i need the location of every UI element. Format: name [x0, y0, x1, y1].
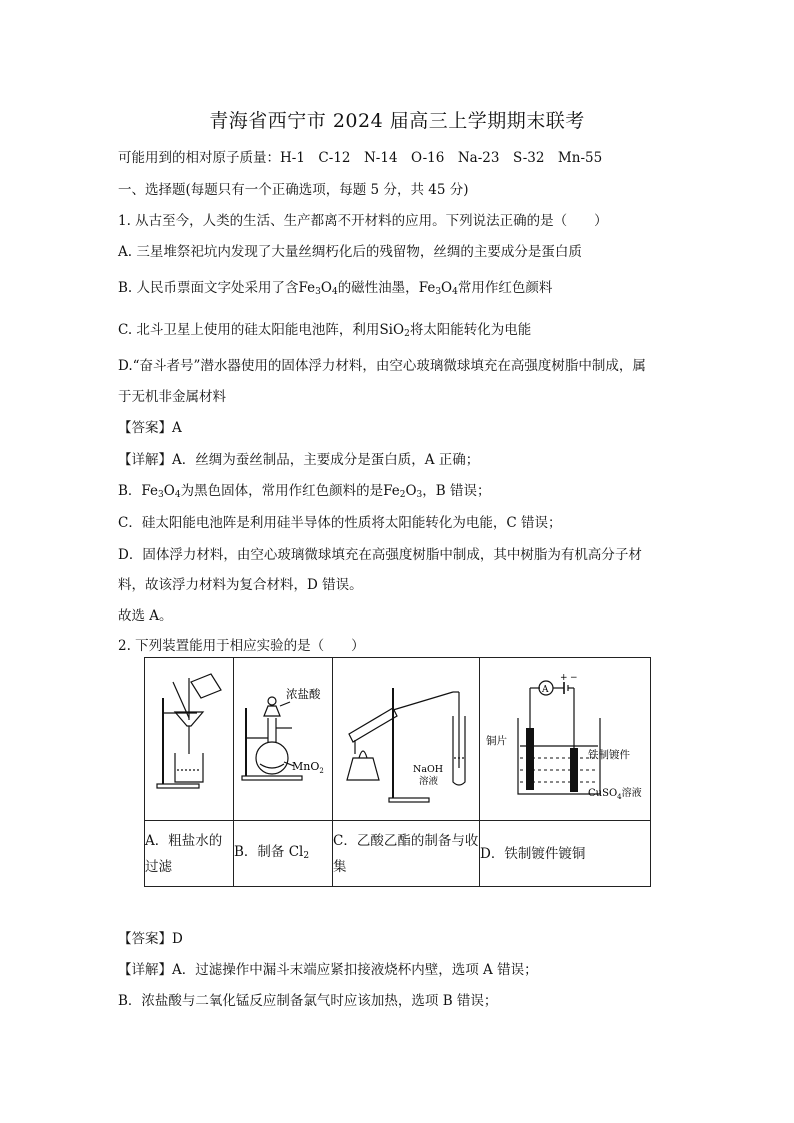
q2-explanation-b: B．浓盐酸与二氧化锰反应制备氯气时应该加热，选项 B 错误； [118, 993, 498, 1009]
q1-explanation-d-line2: 料，故该浮力材料为复合材料，D 错误。 [118, 577, 363, 593]
formula-sio2: SiO$_2$ [379, 322, 410, 339]
svg-text:−: − [570, 673, 578, 683]
svg-text:+: + [560, 673, 568, 683]
chlorine-generator-diagram [234, 658, 332, 816]
q1-option-b: B. 人民币票面文字处采用了含$Fe_3O_4$的磁性油墨，$Fe_3O_4$常用作红色颜料 [118, 280, 553, 297]
caption-b: B．制备 $Cl_2$ [234, 821, 333, 887]
label-iron-plating: 铁制镀件 [588, 749, 630, 761]
iron-workpiece [570, 748, 578, 792]
q1-option-d-line1: D.“奋斗者号”潜水器使用的固体浮力材料，由空心玻璃微球填充在高强度树脂中制成，属 [118, 358, 646, 374]
apparatus-figure-table [144, 657, 651, 887]
label-copper-sheet: 铜片 [486, 735, 507, 747]
q1-option-a: A. 三星堆祭祀坑内发现了大量丝绸朽化后的残留物，丝绸的主要成分是蛋白质 [118, 244, 582, 260]
ester-synthesis-diagram [333, 658, 479, 816]
label-conc-hcl: 浓盐酸 [286, 687, 321, 701]
q1-explanation-d-line1: D．固体浮力材料，由空心玻璃微球填充在高强度树脂中制成，其中树脂为有机高分子材 [118, 547, 642, 563]
label-naoh: NaOH [413, 764, 444, 775]
formula-fe2o3: $Fe_2O_3$ [383, 483, 423, 500]
q1-stem: 1. 从古至今，人类的生活、生产都离不开材料的应用。下列说法正确的是（ ） [118, 213, 608, 229]
figure-d-cell [480, 658, 651, 821]
label-naoh-solution: 溶液 [419, 776, 439, 787]
q1-answer: 【答案】A [118, 420, 182, 436]
label-mno2: MnO$_2$ [292, 760, 324, 775]
q1-explanation-b: B．$Fe_3O_4$为黑色固体，常用作红色颜料的是$Fe_2O_3$，B 错误； [118, 483, 491, 500]
q2-answer: 【答案】D [118, 931, 183, 947]
figure-b-cell [234, 658, 333, 821]
q1-option-d-line2: 于无机非金属材料 [118, 389, 226, 405]
formula-fe3o4: $Fe_3O_4$ [298, 280, 338, 297]
section-heading: 一、选择题(每题只有一个正确选项，每题 5 分，共 45 分) [118, 182, 469, 198]
figure-c-cell [333, 658, 480, 821]
q1-explanation-a: 【详解】A．丝绸为蚕丝制品，主要成分是蛋白质，A 正确； [118, 452, 480, 468]
q2-stem: 2. 下列装置能用于相应实验的是（ ） [118, 638, 365, 654]
label-cuso4-solution: CuSO$_4$溶液 [588, 788, 642, 801]
q2-explanation-a: 【详解】A．过滤操作中漏斗末端应紧扣接液烧杯内壁，选项 A 错误； [118, 962, 538, 978]
caption-c: C．乙酸乙酯的制备与收集 [333, 821, 480, 887]
electroplating-diagram [480, 658, 650, 816]
figure-a-cell [145, 658, 234, 821]
copper-electrode [526, 728, 534, 790]
formula-fe3o4: $Fe_3O_4$ [141, 483, 181, 500]
formula-fe3o4: $Fe_3O_4$ [418, 280, 458, 297]
q1-conclusion: 故选 A。 [118, 608, 173, 624]
q1-explanation-c: C．硅太阳能电池阵是利用硅半导体的性质将太阳能转化为电能，C 错误； [118, 515, 562, 531]
caption-d: D．铁制镀件镀铜 [480, 821, 651, 887]
page-title: 青海省西宁市 2024 届高三上学期期末联考 [209, 110, 585, 132]
ammeter-label: A [542, 685, 549, 695]
q1-option-c: C. 北斗卫星上使用的硅太阳能电池阵，利用SiO$_2$将太阳能转化为电能 [118, 322, 532, 339]
filtration-apparatus-diagram [145, 658, 233, 816]
atomic-masses: 可能用到的相对原子质量：H-1 C-12 N-14 O-16 Na-23 S-32 Mn-55 [118, 150, 603, 166]
caption-a: A．粗盐水的过滤 [145, 821, 234, 887]
